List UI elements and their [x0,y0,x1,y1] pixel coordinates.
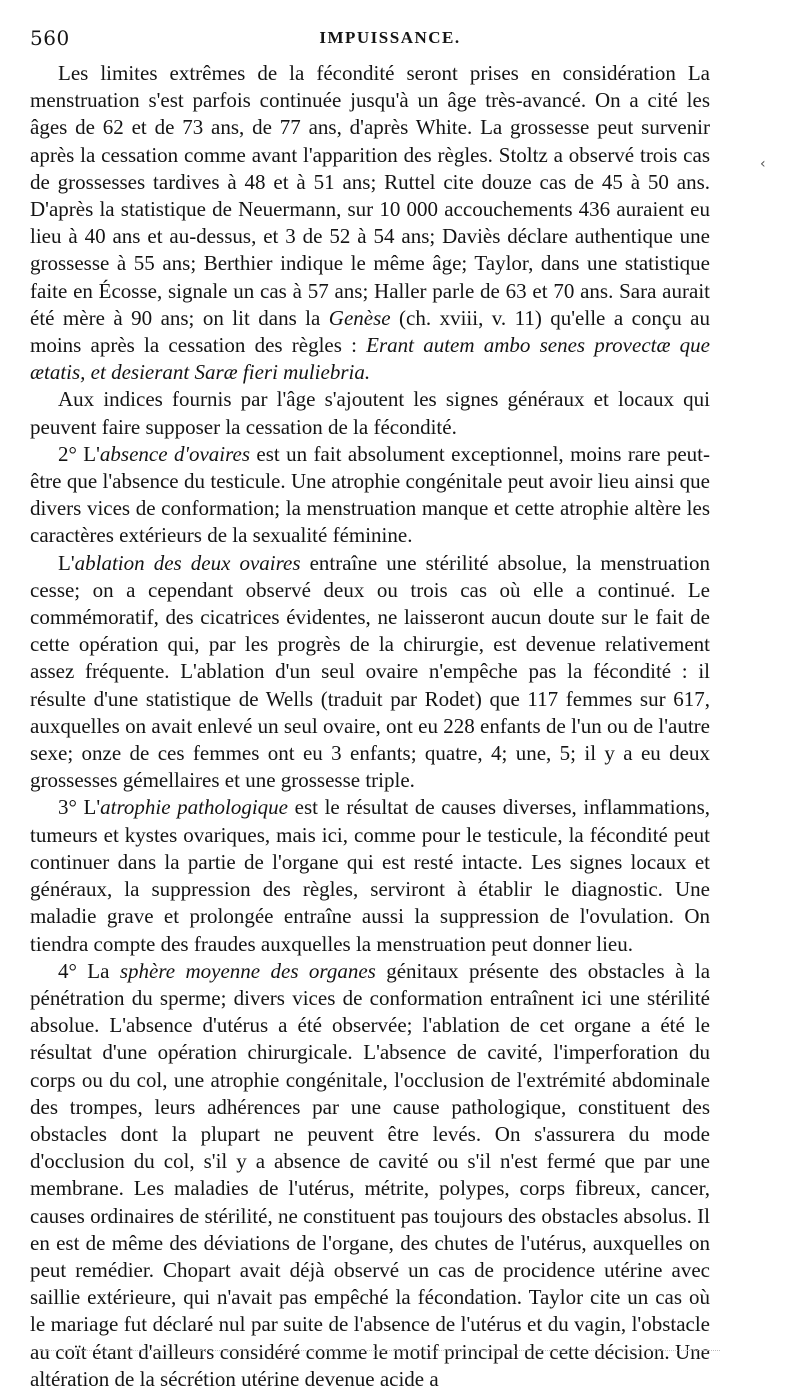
page-header [30,26,750,56]
margin-mark: ‹ [760,156,766,172]
text-run: est le résultat de causes diverses, inflammations, tumeurs et kystes ovariques, mais ici, comme pour le testicule, la fécondité peut continuer dans la partie de l'organe qui est resté intacte. Les signes locaux et généraux, la suppression des règles, serviront à établir le diagnostic. Une maladie grave et prolongée entraîne aussi la suppression de l'ovulation. On tiendra compte des fraudes auxquelles la menstruation peut donner lieu. [30,795,710,956]
text-run: 4° La [58,958,120,983]
paragraph [30,958,710,1393]
paragraph [30,386,710,440]
paragraph [30,60,710,386]
text-run: génitaux présente des obstacles à la pénétration du sperme; divers vices de conformation entraînent ici une stérilité absolue. L'absence d'utérus a été observée; l'ablation de cet organe a été le résultat d'une opération chirurgicale. L'absence de cavité, l'imperforation du corps ou du col, une atrophie congénitale, l'occlusion de l'extrémité abdominale des trompes, leurs adhérences par une cause pathologique, constituent des obstacles dont la plupart ne peuvent être levés. On s'assurera du mode d'occlusion du col, s'il y a absence de cavité ou s'il n'est fermé que par une membrane. Les maladies de l'utérus, métrite, polypes, corps fibreux, cancer, causes ordinaires de stérilité, ne constituent pas toujours des obstacles absolus. Il en est de même des déviations de l'organe, des chutes de l'utérus, auxquelles on peut remédier. Chopart avait déjà observé un cas de procidence utérine avec saillie extérieure, qui n'avait pas empêché la fécondation. Taylor cite un cas où le mariage fut déclaré nul par suite de l'absence de l'utérus et du vagin, l'obstacle au coït étant d'ailleurs considéré comme le motif principal de cette décision. Une altération de la sécrétion utérine devenue acide a [30,958,711,1391]
text-run: (ch. xviii, v. 11) qu'elle a conçu au moins après la cessation des règles : [30,305,710,358]
text-run: est un fait absolument exceptionnel, moins rare peut-être que l'absence du testicule. Une atrophie congénitale peut avoir lieu ainsi que divers vices de conformation; la menstruation manque et cette atrophie altère les caractères extérieurs de la sexualité féminine. [30,441,710,548]
text-run: entraîne une stérilité absolue, la menstruation cesse; on a cependant observé deux ou trois cas où elle a continué. Le commémoratif, des cicatrices évidentes, ne laisseront aucun doute sur le fait de cette opération qui, par les progrès de la chirurgie, est devenue relativement assez fréquente. L'ablation d'un seul ovaire n'empêche pas la fécondité : il résulte d'une statistique de Wells (traduit par Rodet) que 117 femmes sur 617, auxquelles on avait enlevé un seul ovaire, ont eu 228 enfants de l'un ou de l'autre sexe; onze de ces femmes ont eu 3 enfants; quatre, 4; une, 5; il y a eu deux grossesses gémellaires et une grossesse triple. [30,550,710,793]
text-run: L' [58,550,75,575]
italic-text: ablation des deux ovaires [74,550,301,575]
footer-rule [40,1350,720,1357]
italic-text: sphère moyenne des organes [119,958,376,983]
paragraph [30,441,710,550]
italic-text: atrophie pathologique [100,795,288,820]
text-run: Aux indices fournis par l'âge s'ajoutent les signes généraux et locaux qui peuvent faire supposer la cessation de la fécondité. [30,387,710,439]
page-number: 560 [30,26,70,50]
paragraph [30,794,710,957]
body-text [30,60,710,1393]
italic-text: absence d'ovaires [99,441,250,466]
text-run: 3° L' [58,795,101,820]
italic-text: Genèse [328,305,391,330]
italic-text: Erant autem ambo senes provectæ que ætatis, et desierant Saræ fieri muliebria. [30,333,711,385]
running-head: IMPUISSANCE. [319,28,461,47]
text-run: 2° L' [58,441,100,466]
paragraph [30,550,710,795]
text-run: Les limites extrêmes de la fécondité seront prises en considération La menstruation s'est parfois continuée jusqu'à un âge très-avancé. On a cité les âges de 62 et de 73 ans, de 77 ans, d'après White. La grossesse peut survenir après la cessation comme avant l'apparition des règles. Stoltz a observé trois cas de grossesses tardives à 48 et à 51 ans; Ruttel cite douze cas de 45 à 50 ans. D'après la statistique de Neuermann, sur 10 000 accouchements 436 auraient eu lieu à 40 ans et au-dessus, et 3 de 52 à 54 ans; Daviès déclare authentique une grossesse à 55 ans; Berthier indique le même âge; Taylor, dans une statistique faite en Écosse, signale un cas à 57 ans; Haller parle de 63 et 70 ans. Sara aurait été mère à 90 ans; on lit dans la [30,61,710,330]
